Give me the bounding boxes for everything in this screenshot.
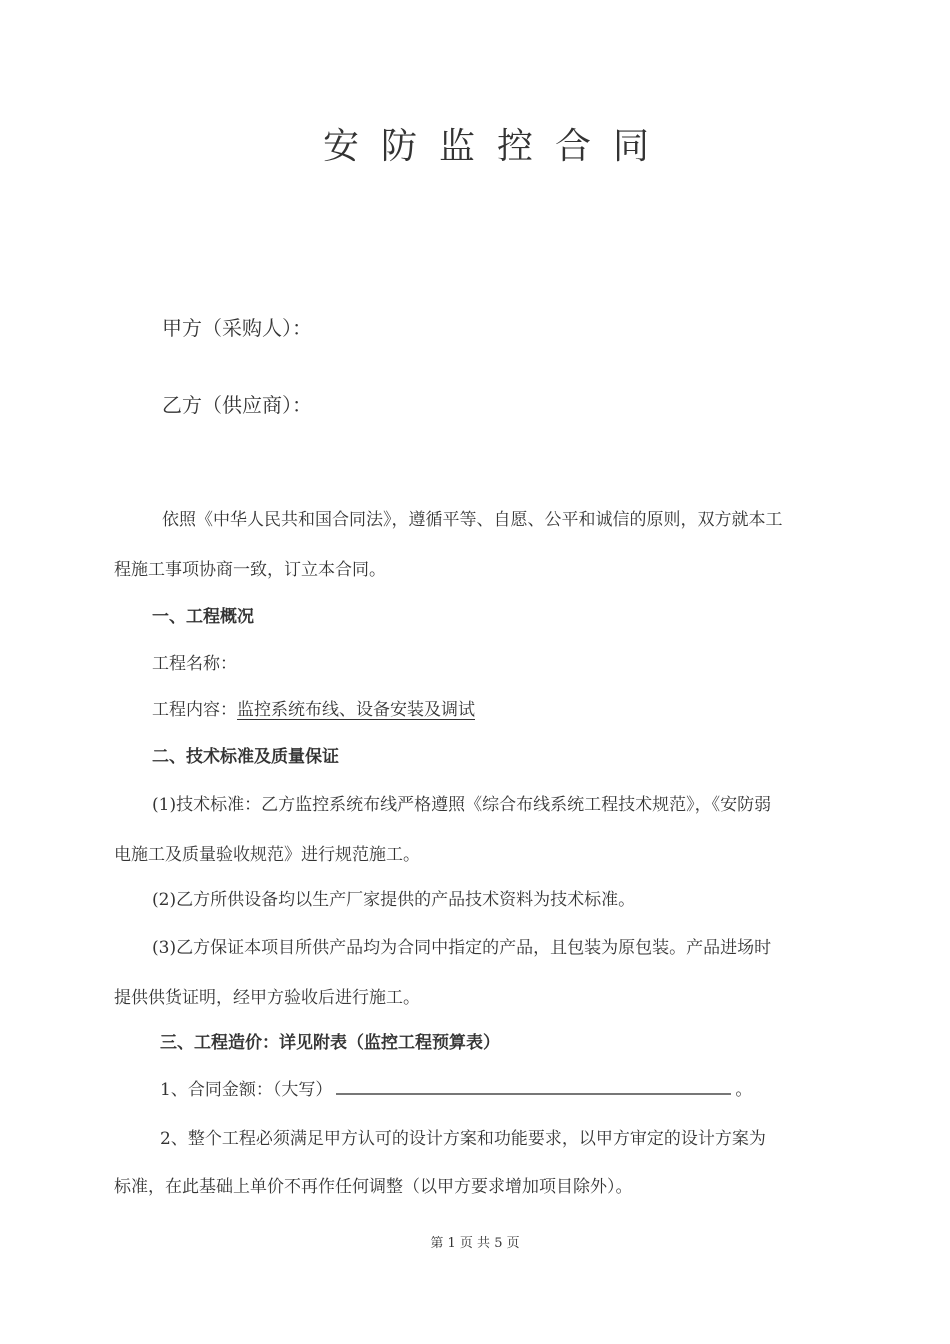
party-b-label: 乙方（供应商）： <box>162 393 312 417</box>
contract-amount-blank[interactable] <box>336 1077 731 1095</box>
section-2-item-1-line-2: 电施工及质量验收规范》进行规范施工。 <box>114 845 420 865</box>
contract-amount-label: 1、合同金额：（大写） <box>160 1080 333 1100</box>
preamble-line-1: 依照《中华人民共和国合同法》，遵循平等、自愿、公平和诚信的原则，双方就本工 <box>162 510 783 530</box>
section-2-heading: 二、技术标准及质量保证 <box>152 747 339 767</box>
section-3-heading: 三、工程造价：详见附表（监控工程预算表） <box>160 1033 500 1053</box>
contract-amount-row <box>160 1075 752 1100</box>
party-a-label: 甲方（采购人）： <box>162 316 312 340</box>
section-2-item-3-line-2: 提供供货证明，经甲方验收后进行施工。 <box>114 988 420 1008</box>
contract-amount-end: 。 <box>735 1080 753 1100</box>
section-2-item-2: (2)乙方所供设备均以生产厂家提供的产品技术资料为技术标准。 <box>152 890 636 910</box>
project-content-value: 监控系统布线、设备安装及调试 <box>237 700 475 720</box>
document-title: 安防监控合同 <box>322 126 671 167</box>
section-1-heading: 一、工程概况 <box>152 607 254 627</box>
project-name-label: 工程名称： <box>152 654 237 674</box>
project-content-label: 工程内容： <box>152 700 237 720</box>
section-3-item-2-line-2: 标准，在此基础上单价不再作任何调整（以甲方要求增加项目除外）。 <box>114 1177 633 1197</box>
section-2-item-1-line-1: (1)技术标准：乙方监控系统布线严格遵照《综合布线系统工程技术规范》，《安防弱 <box>152 795 772 815</box>
project-content-row <box>152 695 475 720</box>
page-footer: 第 1 页 共 5 页 <box>430 1236 520 1251</box>
section-3-item-2-line-1: 2、整个工程必须满足甲方认可的设计方案和功能要求，以甲方审定的设计方案为 <box>160 1129 766 1149</box>
preamble-line-2: 程施工事项协商一致，订立本合同。 <box>114 560 386 580</box>
section-2-item-3-line-1: (3)乙方保证本项目所供产品均为合同中指定的产品，且包装为原包装。产品进场时 <box>152 938 772 958</box>
